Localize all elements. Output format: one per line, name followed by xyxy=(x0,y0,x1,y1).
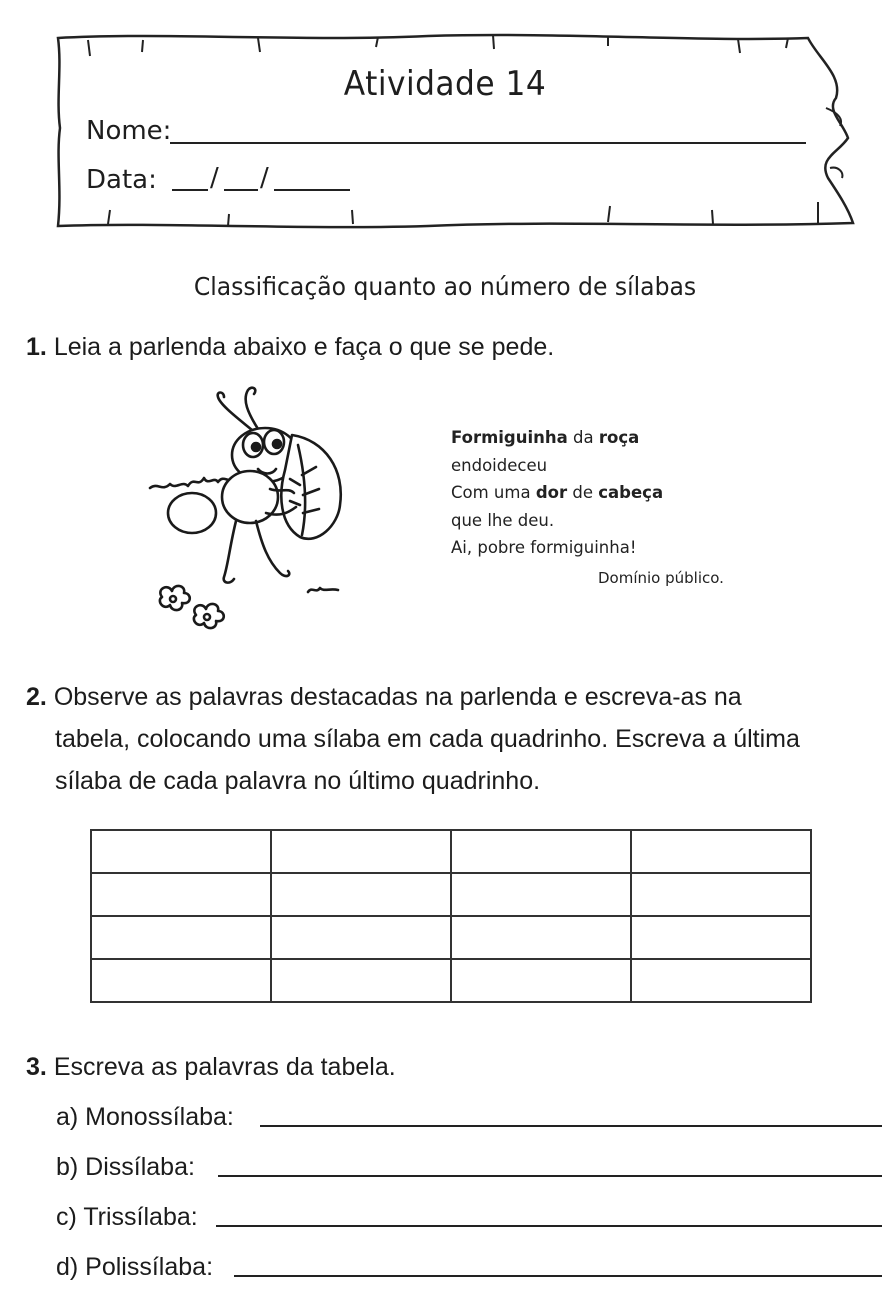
highlighted-word: roça xyxy=(598,428,640,447)
poem-line: endoideceu xyxy=(451,455,548,475)
poem xyxy=(451,424,663,562)
table-cell[interactable] xyxy=(91,916,271,959)
table-row xyxy=(91,959,811,1002)
poem-line xyxy=(451,424,663,452)
question-2 xyxy=(26,676,876,802)
poem-line: Ai, pobre formiguinha! xyxy=(451,538,637,557)
table-cell[interactable] xyxy=(91,830,271,873)
answer-label-c: c) Trissílaba: xyxy=(56,1203,198,1231)
answer-line-b[interactable] xyxy=(218,1175,882,1177)
table-row xyxy=(91,830,811,873)
table-cell[interactable] xyxy=(271,959,451,1002)
poem-text: Com uma xyxy=(451,483,536,502)
table-cell[interactable] xyxy=(631,916,811,959)
poem-line xyxy=(451,479,663,507)
question-3 xyxy=(26,1046,396,1088)
question-number: 1. xyxy=(26,333,47,361)
table-cell[interactable] xyxy=(271,830,451,873)
table-cell[interactable] xyxy=(451,916,631,959)
table-row xyxy=(91,916,811,959)
table-cell[interactable] xyxy=(631,830,811,873)
question-1 xyxy=(26,326,554,368)
answer-line-d[interactable] xyxy=(234,1275,882,1277)
question-number: 2. xyxy=(26,683,47,711)
question-text: tabela, colocando uma sílaba em cada quadrinho. Escreva a última xyxy=(55,725,800,753)
answer-label-a: a) Monossílaba: xyxy=(56,1103,234,1131)
date-year-line[interactable] xyxy=(274,189,350,191)
table-row xyxy=(91,873,811,916)
table-cell[interactable] xyxy=(271,873,451,916)
date-separator: / xyxy=(210,163,219,193)
question-text: Escreva as palavras da tabela. xyxy=(53,1053,396,1081)
question-text: Leia a parlenda abaixo e faça o que se pede. xyxy=(53,333,555,361)
date-month-line[interactable] xyxy=(224,189,258,191)
section-subtitle: Classificação quanto ao número de sílabas xyxy=(193,272,697,301)
answer-line-c[interactable] xyxy=(216,1225,882,1227)
question-number: 3. xyxy=(26,1053,47,1081)
table-cell[interactable] xyxy=(451,873,631,916)
date-day-line[interactable] xyxy=(172,189,208,191)
highlighted-word: dor xyxy=(535,483,568,502)
answer-label-b: b) Dissílaba: xyxy=(56,1153,195,1181)
question-text: Observe as palavras destacadas na parlenda e escreva-as na xyxy=(53,683,742,711)
name-input-line[interactable] xyxy=(170,142,806,144)
table-cell[interactable] xyxy=(271,916,451,959)
poem-text: de xyxy=(567,483,599,502)
ant-illustration xyxy=(140,385,370,640)
table-cell[interactable] xyxy=(451,959,631,1002)
activity-title: Atividade 14 xyxy=(343,64,547,104)
date-separator: / xyxy=(260,163,269,193)
poem-source: Domínio público. xyxy=(598,569,724,587)
question-text: sílaba de cada palavra no último quadrinho. xyxy=(55,767,541,795)
table-cell[interactable] xyxy=(631,873,811,916)
date-label: Data: xyxy=(86,165,157,195)
poem-line: que lhe deu. xyxy=(451,510,555,530)
table-cell[interactable] xyxy=(91,959,271,1002)
table-cell[interactable] xyxy=(631,959,811,1002)
name-label: Nome: xyxy=(86,116,172,146)
table-cell[interactable] xyxy=(91,873,271,916)
table-cell[interactable] xyxy=(451,830,631,873)
syllable-table xyxy=(90,829,812,1003)
highlighted-word: Formiguinha xyxy=(451,428,568,447)
answer-label-d: d) Polissílaba: xyxy=(56,1253,214,1281)
highlighted-word: cabeça xyxy=(598,483,664,502)
poem-text: da xyxy=(567,428,599,447)
answer-line-a[interactable] xyxy=(260,1125,882,1127)
